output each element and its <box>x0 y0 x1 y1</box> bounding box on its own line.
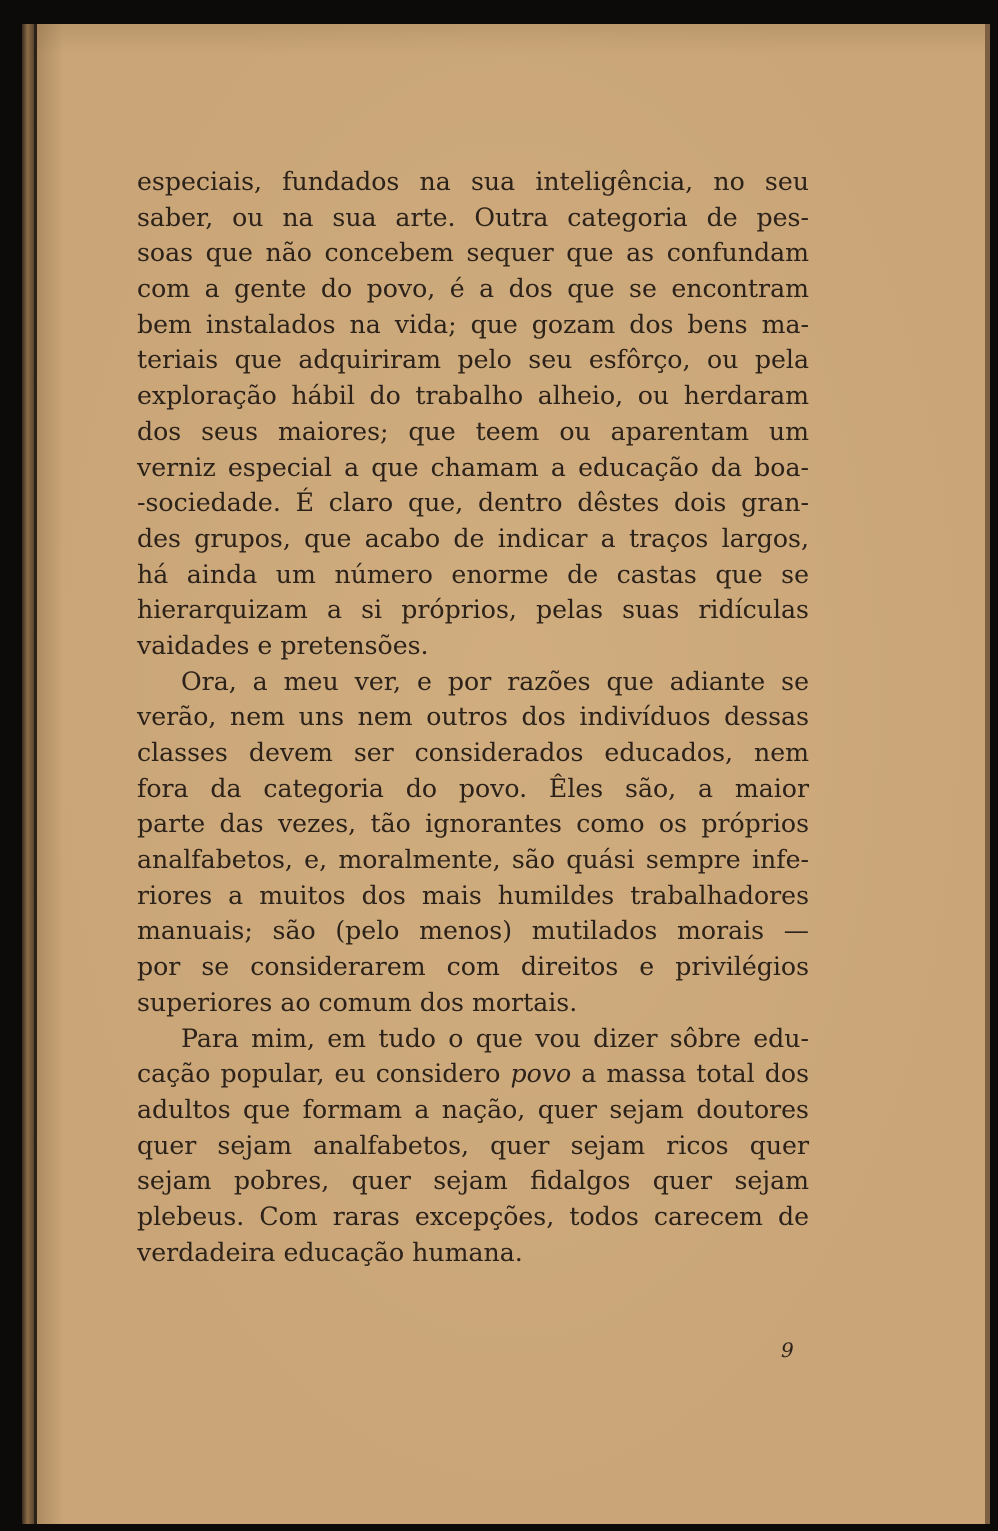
text-fragment: a massa total dos <box>581 1059 809 1089</box>
text-line: vaidades e pretensões. <box>137 630 429 660</box>
text-line: hierarquizam a si próprios, pelas suas ridículas <box>137 595 809 625</box>
text-line: especiais, fundados na sua inteligência, no seu <box>137 167 809 196</box>
text-line: superiores ao comum dos mortais. <box>137 987 578 1017</box>
text-line: verdadeira educação humana. <box>137 1237 523 1267</box>
page-number: 9 <box>781 1338 794 1362</box>
text-line: analfabetos, e, moralmente, são quási sempre infe- <box>137 845 809 875</box>
text-line: sejam pobres, quer sejam fidalgos quer sejam <box>137 1166 809 1196</box>
text-line: teriais que adquiriram pelo seu esfôrço, ou pela <box>137 345 809 375</box>
text-line: verniz especial a que chamam a educação da boa- <box>137 452 809 482</box>
text-line: fora da categoria do povo. Êles são, a maior <box>137 773 809 803</box>
text-line: quer sejam analfabetos, quer sejam ricos quer <box>137 1130 809 1160</box>
text-line: por se considerarem com direitos e privilégios <box>137 952 809 982</box>
book-page <box>34 24 990 1524</box>
text-line: bem instalados na vida; que gozam dos bens ma- <box>137 309 809 339</box>
text-fragment: cação popular, eu considero <box>137 1059 501 1089</box>
text-line: verão, nem uns nem outros dos indivíduos dessas <box>137 702 809 732</box>
text-line: classes devem ser considerados educados, nem <box>137 738 809 767</box>
body-text <box>137 164 809 1270</box>
text-line: dos seus maiores; que teem ou aparentam um <box>137 416 809 446</box>
text-line: adultos que formam a nação, quer sejam doutores <box>137 1094 809 1124</box>
text-line: -sociedade. É claro que, dentro dêstes dois gran- <box>137 488 809 518</box>
text-line: plebeus. Com raras excepções, todos carecem de <box>137 1201 809 1231</box>
text-line: com a gente do povo, é a dos que se encontram <box>137 274 809 304</box>
text-line: há ainda um número enorme de castas que se <box>137 559 809 589</box>
paragraph-start-line: Para mim, em tudo o que vou dizer sôbre edu- <box>181 1023 809 1053</box>
italic-word: povo <box>510 1059 572 1089</box>
text-line: parte das vezes, tão ignorantes como os próprios <box>137 809 809 839</box>
text-line: riores a muitos dos mais humildes trabalhadores <box>137 880 809 910</box>
text-line: soas que não concebem sequer que as confundam <box>137 238 809 268</box>
text-line-with-italic <box>137 1056 809 1092</box>
text-line: des grupos, que acabo de indicar a traços largos, <box>137 523 809 553</box>
text-line: exploração hábil do trabalho alheio, ou herdaram <box>137 381 809 411</box>
paragraph-start-line: Ora, a meu ver, e por razões que adiante se <box>181 666 809 696</box>
text-line: manuais; são (pelo menos) mutilados morais — <box>137 916 809 946</box>
text-line: saber, ou na sua arte. Outra categoria de pes- <box>137 202 809 232</box>
